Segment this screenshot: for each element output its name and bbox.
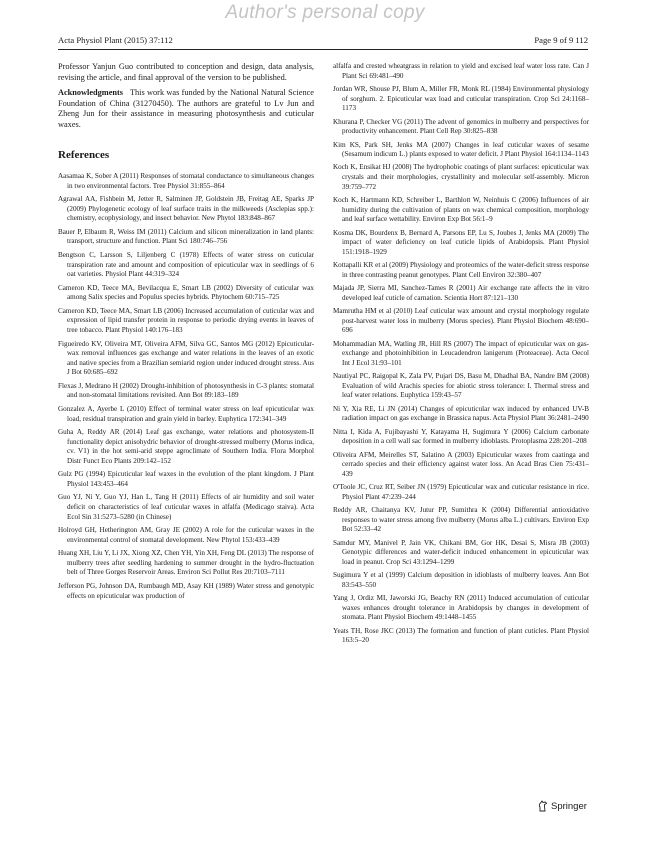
reference-entry: Ni Y, Xia RE, Li JN (2014) Changes of epicuticular wax induced by enhanced UV-B radiation impact on gas exchange in Brassica napus. Acta Physiol Plant 36:2481–2490 bbox=[333, 404, 589, 423]
acknowledgments bbox=[58, 88, 314, 130]
reference-entry: Mohammadian MA, Watling JR, Hill RS (2007) The impact of epicuticular wax on gas-exchange and photoinhibition in Leucadendron lanigerum (Proteaceae). Acta Oecol Int J Ecol 31:93–101 bbox=[333, 339, 589, 367]
journal-citation: Acta Physiol Plant (2015) 37:112 bbox=[58, 35, 173, 45]
page-header bbox=[58, 35, 588, 50]
reference-entry: Huang XH, Liu Y, Li JX, Xiong XZ, Chen YH, Yin XH, Feng DL (2013) The response of mulberry trees after seedling hardening to summer drought in the hydro-fluctuation belt of Three Gorges Reservoir Areas. Environ Sci Pollut Res 20:7103–7111 bbox=[58, 549, 314, 577]
reference-list-left bbox=[58, 172, 314, 601]
reference-entry: Nautiyal PC, Raigopal K, Zala PV, Pujari DS, Basu M, Dhadhal BA, Nandre BM (2008) Evaluation of wild Arachis species for abiotic stress tolerance: I. Thermal stress and leaf water relations. Euphytica 159:43–57 bbox=[333, 372, 589, 400]
reference-entry: Flexas J, Medrano H (2002) Drought-inhibition of photosynthesis in C-3 plants: stomatal and non-stomatal limitations revisited. Ann Bot 89:183–189 bbox=[58, 381, 314, 400]
reference-entry: Nitta I, Kida A, Fujibayashi Y, Katayama H, Sugimura Y (2006) Calcium carbonate deposition in a cell wall sac formed in mulberry idioblasts. Protoplasma 228:201–208 bbox=[333, 427, 589, 446]
reference-entry: Yang J, Ordiz MI, Jaworski JG, Beachy RN (2011) Induced accumulation of cuticular waxes enhances drought tolerance in Arabidopsis by changes in development of stomata. Plant Physiol Biochem 49:1448–1455 bbox=[333, 594, 589, 622]
reference-entry: Holroyd GH, Hetherington AM, Gray JE (2002) A role for the cuticular waxes in the environmental control of stomatal development. New Phytol 153:433–439 bbox=[58, 526, 314, 544]
reference-entry: Bauer P, Elbaum R, Weiss IM (2011) Calcium and silicon mineralization in land plants: transport, structure and function. Plant Sci 180:746–756 bbox=[58, 227, 314, 246]
reference-entry: Majada JP, Sierra MI, Sanchez-Tames R (2001) Air exchange rate affects the in vitro developed leaf cuticle of carnation. Scientia Hort 87:121–130 bbox=[333, 284, 589, 302]
acknowledgments-text: This work was funded by the National Natural Science Foundation of China (31270450). The authors are grateful to Lv Jun and Zheng Jun for their assistance in measuring photosynthesis and cuticular waxes. bbox=[58, 88, 314, 129]
watermark: Author's personal copy bbox=[225, 2, 425, 23]
reference-entry: Khurana P, Checker VG (2011) The advent of genomics in mulberry and perspectives for productivity enhancement. Plant Cell Rep 30:825–838 bbox=[333, 117, 589, 136]
references-heading: References bbox=[58, 148, 110, 161]
reference-entry: Jordan WR, Shouse PJ, Blum A, Miller FR, Monk RL (1984) Environmental physiology of sorghum. 2. Epicuticular wax load and cuticular transpiration. Crop Sci 24:1168–1173 bbox=[333, 84, 589, 113]
reference-entry: Gulz PG (1994) Epicuticular leaf waxes in the evolution of the plant kingdom. J Plant Physiol 143:453–464 bbox=[58, 470, 314, 488]
reference-entry: O'Toole JC, Cruz RT, Seiber JN (1979) Epicuticular wax and cuticular resistance in rice. Physiol Plant 47:239–244 bbox=[333, 483, 589, 501]
reference-entry: Kottapalli KR et al (2009) Physiology and proteomics of the water-deficit stress response in three contrasting peanut genotypes. Plant Cell Environ 32:380–407 bbox=[333, 261, 589, 279]
reference-entry: Koch K, Ensikat HJ (2008) The hydrophobic coatings of plant surfaces: epicuticular wax crystals and their morphologies, crystallinity and molecular self-assembly. Micron 39:759–772 bbox=[333, 163, 589, 191]
reference-list-right bbox=[333, 62, 589, 646]
reference-entry: Jefferson PG, Johnson DA, Rumbaugh MD, Asay KH (1989) Water stress and genotypic effects on epicuticular wax production of bbox=[58, 582, 314, 600]
reference-entry: Figueiredo KV, Oliveira MT, Oliveira AFM, Silva GC, Santos MG (2012) Epicuticular-wax removal influences gas exchange and water relations in the leaves of an exotic and native species from a Brazilian semiarid region under induced drought stress. Aus J Bot 60:685–692 bbox=[58, 339, 314, 377]
contribution-statement: Professor Yanjun Guo contributed to conception and design, data analysis, revising the article, and final approval of the version to be published. bbox=[58, 62, 314, 82]
reference-entry: Gonzalez A, Ayerbe L (2010) Effect of terminal water stress on leaf epicuticular wax load, residual transpiration and grain yield in barley. Euphytica 172:341–349 bbox=[58, 404, 314, 423]
reference-entry: Koch K, Hartmann KD, Schreiber L, Barthlott W, Neinhuis C (2006) Influences of air humidity during the cultivation of plants on wax chemical composition, morphology and leaf surface wettability. Environ Exp Bot 56:1–9 bbox=[333, 196, 589, 224]
reference-entry: Bengtson C, Larsson S, Liljenberg C (1978) Effects of water stress on cuticular transpiration rate and amount and composition of epicuticular wax in seedlings of 6 oat varieties. Physiol Plant 44:319–324 bbox=[58, 251, 314, 279]
left-column bbox=[58, 62, 314, 605]
reference-entry: Sugimura Y et al (1999) Calcium deposition in idioblasts of mulberry leaves. Ann Bot 83:543–550 bbox=[333, 571, 589, 589]
publisher-logo bbox=[537, 800, 587, 812]
reference-entry: Cameron KD, Teece MA, Bevilacqua E, Smart LB (2002) Diversity of cuticular wax among Salix species and Populus species hybrids. Phytochem 60:715–725 bbox=[58, 283, 314, 302]
reference-entry: Samdur MY, Manivel P, Jain VK, Chikani BM, Gor HK, Desai S, Misra JB (2003) Genotypic differences and water-deficit induced enhancement in epicuticular wax load in peanut. Crop Sci 43:1294–1299 bbox=[333, 538, 589, 566]
reference-entry: Guha A, Reddy AR (2014) Leaf gas exchange, water relations and photosystem-II functionality depict anisohydric behavior of drought-stressed mulberry (Morus indica, cv. V1) in the hot semi-arid steppe agroclimate of Southern India. Flora Morphol Distr Funct Eco Plants 209:142–152 bbox=[58, 428, 314, 465]
reference-entry: Mamrutha HM et al (2010) Leaf cuticular wax amount and crystal morphology regulate post-harvest water loss in mulberry (Morus species). Plant Physiol Biochem 48:690–696 bbox=[333, 307, 589, 335]
reference-entry: Agrawal AA, Fishbein M, Jetter R, Salminen JP, Goldstein JB, Freitag AE, Sparks JP (2009) Phylogenetic ecology of leaf surface traits in the milkweeds (Asclepias spp.): chemistry, ecophysiology, and insect behavior. New Phytol 183:848–867 bbox=[58, 195, 314, 223]
reference-entry: Guo YJ, Ni Y, Guo YJ, Han L, Tang H (2011) Effects of air humidity and soil water deficit on characteristics of leaf cuticular waxes in alfalfa (Medicago staiva). Acta Ecol Sin 31:5273–5280 (in Chinese) bbox=[58, 493, 314, 521]
reference-entry: Reddy AR, Chaitanya KV, Jutur PP, Sumithra K (2004) Differential antioxidative responses to water stress among five mulberry (Morus alba L.) cultivars. Environ Exp Bot 52:33–42 bbox=[333, 506, 589, 534]
page-number: Page 9 of 9 112 bbox=[534, 35, 588, 45]
reference-entry: Kosma DK, Bourdenx B, Bernard A, Parsons EP, Lu S, Joubes J, Jenks MA (2009) The impact of water deficiency on leaf cuticle lipids of Arabidopsis. Plant Physiol 151:1918–1929 bbox=[333, 228, 589, 256]
acknowledgments-heading: Acknowledgments bbox=[58, 88, 123, 98]
reference-entry: Yeats TH, Rose JKC (2013) The formation and function of plant cuticles. Plant Physiol 163:5–20 bbox=[333, 626, 589, 645]
reference-entry: alfalfa and crested wheatgrass in relation to yield and excised leaf water loss rate. Can J Plant Sci 69:481–490 bbox=[333, 62, 589, 80]
right-column bbox=[333, 62, 589, 650]
springer-horse-icon bbox=[537, 800, 548, 812]
publisher-name: Springer bbox=[551, 800, 587, 812]
reference-entry: Cameron KD, Teece MA, Smart LB (2006) Increased accumulation of cuticular wax and expression of lipid transfer protein in response to periodic drying events in leaves of tree tobacco. Plant Physiol 140:176–183 bbox=[58, 306, 314, 334]
reference-entry: Kim KS, Park SH, Jenks MA (2007) Changes in leaf cuticular waxes of sesame (Sesamum indicum L.) plants exposed to water deficit. J Plant Physiol 164:1134–1143 bbox=[333, 140, 589, 159]
reference-entry: Oliveira AFM, Meirelles ST, Salatino A (2003) Epicuticular waxes from caatinga and cerrado species and their efficiency against water loss. An Acad Bras Cien 75:431–439 bbox=[333, 450, 589, 478]
reference-entry: Aasamaa K, Sober A (2011) Responses of stomatal conductance to simultaneous changes in two environmental factors. Tree Physiol 31:855–864 bbox=[58, 172, 314, 190]
